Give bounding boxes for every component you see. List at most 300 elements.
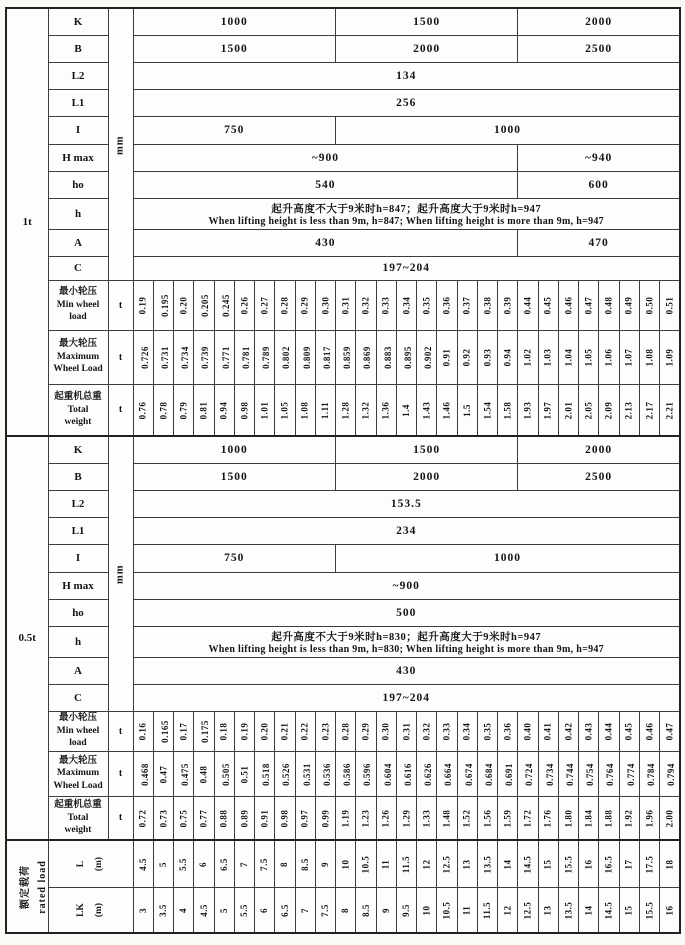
value-cell [437, 840, 457, 887]
value-cell [234, 330, 254, 384]
value-cell [477, 280, 497, 330]
value-text: 1.19 [340, 809, 351, 828]
value-cell [498, 796, 518, 840]
dim-c: 197~204 [133, 684, 680, 711]
value-text: 15.5 [643, 901, 654, 920]
value-text: 13.5 [481, 855, 492, 874]
max-wheel-en2: Wheel Load [53, 364, 103, 375]
value-cell [498, 887, 518, 933]
rated-load-en: rated load [36, 859, 48, 914]
min-wheel-en1: Min wheel [56, 725, 100, 736]
span-lk-label: LK [76, 902, 87, 917]
value-cell [376, 384, 396, 436]
value-text: 11 [380, 859, 391, 870]
unit-mm-cell [108, 8, 133, 280]
value-text: 0.165 [159, 720, 170, 743]
value-cell [660, 384, 681, 436]
value-text: 15 [623, 905, 634, 916]
value-cell [214, 887, 234, 933]
value-text: 1.09 [664, 348, 674, 367]
value-text: 0.23 [319, 722, 330, 741]
value-cell [255, 751, 275, 796]
value-text: 0.49 [623, 296, 634, 315]
dim-a: 430 [133, 657, 680, 684]
value-text: 1.11 [319, 401, 330, 419]
value-text: 0.44 [522, 296, 533, 315]
value-text: 10 [340, 859, 351, 870]
min-wheel-zh: 最小轮压 [58, 713, 97, 724]
value-text: 4.5 [198, 903, 209, 917]
value-text: 0.79 [178, 401, 189, 420]
value-text: 16 [583, 859, 594, 870]
dim-k-1: 1000 [133, 436, 336, 463]
value-cell [639, 330, 659, 384]
value-text: 1.23 [360, 809, 371, 828]
value-cell [599, 751, 619, 796]
param-label-total-weight [48, 796, 108, 840]
value-cell [255, 711, 275, 751]
value-text: 0.88 [218, 809, 229, 828]
value-text: 8 [340, 907, 351, 913]
row-05t-L1 [6, 517, 680, 544]
h-description-en: When lifting height is less than 9m, h=847; When lifting height is more than 9m, h=947 [208, 215, 604, 227]
value-cell [376, 330, 396, 384]
h-description-cell [133, 626, 680, 657]
value-text: 0.43 [583, 722, 594, 741]
value-text: 6 [198, 861, 209, 867]
value-cell [599, 330, 619, 384]
value-cell [174, 280, 194, 330]
value-text: 8.5 [360, 903, 371, 917]
total-weight-en2: weight [64, 824, 92, 835]
value-text: 7.5 [259, 857, 270, 871]
value-text: 0.46 [643, 722, 654, 741]
min-wheel-en1: Min wheel [56, 299, 100, 310]
row-05t-I [6, 544, 680, 572]
dim-hmax-2: ~940 [518, 144, 680, 171]
param-label-max-wheel [48, 751, 108, 796]
param-label-b: B [48, 463, 108, 490]
value-text: 0.789 [260, 346, 271, 369]
value-text: 0.17 [178, 722, 189, 741]
value-text: 0.16 [137, 722, 148, 741]
value-cell [356, 887, 376, 933]
value-text: 0.37 [461, 296, 472, 315]
value-text: 0.34 [461, 722, 472, 741]
value-text: 5 [157, 861, 168, 867]
value-cell [255, 330, 275, 384]
value-text: 1.06 [603, 348, 614, 367]
value-cell [477, 887, 497, 933]
value-text: 0.92 [461, 348, 472, 367]
value-cell [336, 796, 356, 840]
param-label-k: K [48, 436, 108, 463]
max-wheel-zh: 最大轮压 [58, 755, 97, 766]
value-cell [538, 711, 558, 751]
rated-load-zh: 额定载荷 [19, 864, 31, 909]
value-text: 0.21 [279, 722, 290, 741]
value-cell [417, 840, 437, 887]
param-label-i: I [48, 116, 108, 144]
value-cell [234, 840, 254, 887]
value-cell [194, 751, 214, 796]
value-cell [477, 796, 497, 840]
value-cell [174, 751, 194, 796]
param-label-ho: ho [48, 599, 108, 626]
value-cell [579, 796, 599, 840]
value-text: 14 [502, 859, 513, 870]
value-cell [396, 840, 416, 887]
value-text: 0.604 [382, 762, 393, 786]
value-cell [417, 280, 437, 330]
value-cell [336, 711, 356, 751]
value-cell [356, 280, 376, 330]
value-text: 1.48 [441, 809, 452, 828]
value-cell [315, 330, 335, 384]
value-cell [619, 796, 639, 840]
dim-ho-2: 600 [518, 171, 680, 198]
load-label-1t: 1t [6, 8, 48, 436]
value-text: 1.92 [623, 809, 634, 828]
value-cell [417, 796, 437, 840]
h-description-zh: 起升高度不大于9米时h=830；起升高度大于9米时h=947 [271, 631, 542, 643]
value-text: 17.5 [643, 855, 654, 874]
value-cell [133, 796, 153, 840]
value-cell [579, 711, 599, 751]
value-cell [214, 840, 234, 887]
value-text: 0.626 [422, 762, 433, 786]
value-cell [315, 840, 335, 887]
value-text: 0.33 [380, 296, 391, 315]
value-text: 0.72 [137, 809, 148, 828]
value-text: 0.93 [481, 348, 492, 367]
span-l-label: L [76, 860, 87, 867]
value-cell [558, 887, 578, 933]
value-text: 1.33 [421, 809, 432, 828]
value-cell [457, 384, 477, 436]
value-cell [660, 711, 681, 751]
value-cell [356, 840, 376, 887]
value-text: 0.869 [362, 346, 373, 369]
dim-i-1: 750 [133, 544, 336, 572]
value-text: 0.18 [218, 722, 229, 741]
total-weight-en1: Total [67, 404, 89, 415]
param-label-min-wheel [48, 711, 108, 751]
value-cell [457, 280, 477, 330]
dim-hmax-1: ~900 [133, 144, 518, 171]
value-cell [214, 384, 234, 436]
value-cell [356, 751, 376, 796]
value-text: 2.00 [664, 809, 674, 828]
value-cell [558, 751, 578, 796]
value-cell [437, 796, 457, 840]
value-cell [498, 840, 518, 887]
param-label-span-l [48, 840, 133, 887]
value-text: 0.30 [319, 296, 330, 315]
value-cell [477, 330, 497, 384]
value-text: 0.39 [502, 296, 513, 315]
value-cell [599, 384, 619, 436]
h-description-zh: 起升高度不大于9米时h=847；起升高度大于9米时h=947 [271, 203, 542, 215]
value-cell [558, 840, 578, 887]
value-text: 0.40 [522, 722, 533, 741]
value-cell [538, 751, 558, 796]
value-text: 0.664 [443, 762, 454, 786]
value-cell [437, 711, 457, 751]
value-cell [558, 796, 578, 840]
value-cell [417, 384, 437, 436]
unit-t-cell: t [108, 280, 133, 330]
value-text: 0.47 [664, 722, 674, 741]
value-text: 16 [664, 905, 674, 916]
value-text: 2.05 [583, 401, 594, 420]
value-cell [498, 384, 518, 436]
dim-l2: 134 [133, 62, 680, 89]
value-cell [518, 384, 538, 436]
value-text: 0.895 [402, 346, 413, 369]
value-cell [457, 330, 477, 384]
value-text: 11 [461, 905, 472, 916]
value-cell [619, 840, 639, 887]
row-05t-B [6, 463, 680, 490]
dim-k-1: 1000 [133, 8, 336, 35]
value-text: 0.536 [321, 762, 332, 786]
value-cell [518, 711, 538, 751]
min-wheel-en2: load [69, 312, 87, 323]
value-cell [336, 840, 356, 887]
value-text: 1.4 [400, 403, 411, 417]
value-text: 0.77 [198, 809, 209, 828]
value-cell [518, 796, 538, 840]
value-text: 0.739 [200, 346, 211, 369]
value-cell [498, 330, 518, 384]
row-05t-total-weight [6, 796, 680, 840]
value-cell [214, 796, 234, 840]
param-label-i: I [48, 544, 108, 572]
dim-k-2: 1500 [336, 436, 518, 463]
unit-t-cell: t [108, 384, 133, 436]
value-cell [336, 330, 356, 384]
value-cell [255, 280, 275, 330]
load-label-05t: 0.5t [6, 436, 48, 840]
value-cell [396, 711, 416, 751]
value-cell [275, 330, 295, 384]
value-cell [376, 711, 396, 751]
value-text: 0.94 [218, 401, 229, 420]
value-cell [498, 711, 518, 751]
value-text: 1.84 [583, 809, 594, 828]
dim-b-1: 1500 [133, 35, 336, 62]
value-cell [214, 751, 234, 796]
value-cell [538, 280, 558, 330]
value-cell [255, 887, 275, 933]
max-wheel-en2: Wheel Load [53, 780, 103, 791]
value-text: 0.205 [200, 294, 211, 317]
value-cell [639, 711, 659, 751]
value-cell [356, 796, 376, 840]
row-1t-h [6, 198, 680, 229]
value-cell [214, 280, 234, 330]
value-cell [660, 840, 681, 887]
value-text: 0.51 [238, 765, 249, 783]
value-cell [599, 280, 619, 330]
value-cell [153, 840, 173, 887]
value-cell [417, 751, 437, 796]
value-cell [295, 751, 315, 796]
value-text: 0.734 [544, 762, 555, 786]
row-span-L [6, 840, 680, 887]
value-text: 1.05 [583, 348, 594, 367]
span-l-unit: (m) [94, 856, 105, 871]
param-label-c: C [48, 256, 108, 280]
row-1t-L1 [6, 89, 680, 116]
param-label-min-wheel [48, 280, 108, 330]
unit-t-cell: t [108, 751, 133, 796]
value-text: 18 [664, 859, 674, 870]
dim-c: 197~204 [133, 256, 680, 280]
value-text: 0.794 [665, 762, 676, 786]
total-weight-en2: weight [64, 416, 92, 427]
total-weight-en1: Total [67, 812, 89, 823]
value-cell [437, 330, 457, 384]
unit-mm-text: mm [114, 135, 126, 155]
value-text: 0.809 [301, 346, 312, 369]
value-cell [255, 384, 275, 436]
dim-b-3: 2500 [518, 463, 680, 490]
value-text: 1.08 [299, 401, 310, 420]
row-1t-B [6, 35, 680, 62]
value-cell [153, 796, 173, 840]
value-cell [457, 887, 477, 933]
value-cell [255, 796, 275, 840]
value-cell [275, 711, 295, 751]
value-text: 0.20 [259, 722, 270, 741]
value-cell [660, 751, 681, 796]
row-1t-K [6, 8, 680, 35]
value-text: 0.94 [502, 348, 513, 367]
param-label-l2: L2 [48, 62, 108, 89]
value-cell [457, 751, 477, 796]
value-cell [194, 384, 214, 436]
value-text: 0.46 [562, 296, 573, 315]
row-05t-min-wheel [6, 711, 680, 751]
value-cell [558, 384, 578, 436]
param-label-total-weight [48, 384, 108, 436]
value-text: 1.54 [481, 401, 492, 420]
value-text: 0.48 [198, 765, 209, 783]
value-cell [498, 280, 518, 330]
value-text: 0.505 [220, 762, 231, 786]
value-text: 0.36 [502, 722, 513, 741]
value-cell [356, 711, 376, 751]
dim-i-2: 1000 [336, 544, 681, 572]
value-cell [295, 330, 315, 384]
dim-b-2: 2000 [336, 463, 518, 490]
param-label-c: C [48, 684, 108, 711]
param-label-max-wheel [48, 330, 108, 384]
value-text: 0.175 [200, 720, 211, 743]
value-cell [275, 840, 295, 887]
value-text: 0.78 [157, 401, 168, 420]
value-text: 0.731 [159, 346, 170, 369]
dim-ho: 500 [133, 599, 680, 626]
value-text: 12.5 [522, 901, 533, 920]
value-text: 0.97 [299, 809, 310, 828]
value-cell [214, 330, 234, 384]
value-text: 1.72 [522, 809, 533, 828]
value-cell [518, 887, 538, 933]
max-wheel-en1: Maximum [56, 351, 100, 362]
value-text: 6.5 [279, 903, 290, 917]
value-text: 0.195 [159, 294, 170, 317]
value-cell [660, 330, 681, 384]
value-text: 0.32 [421, 722, 432, 741]
value-cell [295, 887, 315, 933]
value-cell [599, 887, 619, 933]
value-cell [477, 840, 497, 887]
value-cell [619, 751, 639, 796]
value-cell [356, 330, 376, 384]
value-cell [194, 887, 214, 933]
value-cell [579, 280, 599, 330]
value-text: 0.98 [279, 809, 290, 828]
value-text: 0.781 [240, 346, 251, 369]
value-cell [255, 840, 275, 887]
value-text: 0.19 [137, 296, 148, 315]
value-text: 0.22 [299, 722, 310, 741]
param-label-b: B [48, 35, 108, 62]
value-text: 0.32 [360, 296, 371, 315]
value-cell [356, 384, 376, 436]
value-cell [437, 887, 457, 933]
value-text: 0.51 [664, 296, 674, 315]
row-05t-max-wheel [6, 751, 680, 796]
value-text: 0.35 [421, 296, 432, 315]
value-text: 0.616 [402, 762, 413, 786]
value-text: 0.29 [360, 722, 371, 741]
value-text: 0.50 [643, 296, 654, 315]
value-cell [336, 384, 356, 436]
value-text: 0.36 [441, 296, 452, 315]
value-cell [295, 384, 315, 436]
value-text: 13 [542, 905, 553, 916]
value-text: 13 [461, 859, 472, 870]
value-cell [518, 280, 538, 330]
value-cell [275, 887, 295, 933]
value-cell [417, 330, 437, 384]
value-cell [538, 796, 558, 840]
value-cell [336, 887, 356, 933]
unit-mm-text: mm [114, 564, 126, 584]
value-cell [295, 796, 315, 840]
value-cell [639, 751, 659, 796]
value-text: 0.468 [139, 762, 150, 786]
value-cell [295, 840, 315, 887]
value-text: 1.76 [542, 809, 553, 828]
param-label-span-lk [48, 887, 133, 933]
value-cell [234, 796, 254, 840]
value-text: 2.21 [664, 401, 674, 420]
value-cell [234, 887, 254, 933]
dim-k-3: 2000 [518, 436, 680, 463]
value-cell [174, 330, 194, 384]
value-cell [579, 384, 599, 436]
value-text: 1.01 [259, 401, 270, 420]
value-text: 0.30 [380, 722, 391, 741]
value-text: 7 [238, 861, 249, 867]
value-cell [376, 751, 396, 796]
value-cell [174, 711, 194, 751]
